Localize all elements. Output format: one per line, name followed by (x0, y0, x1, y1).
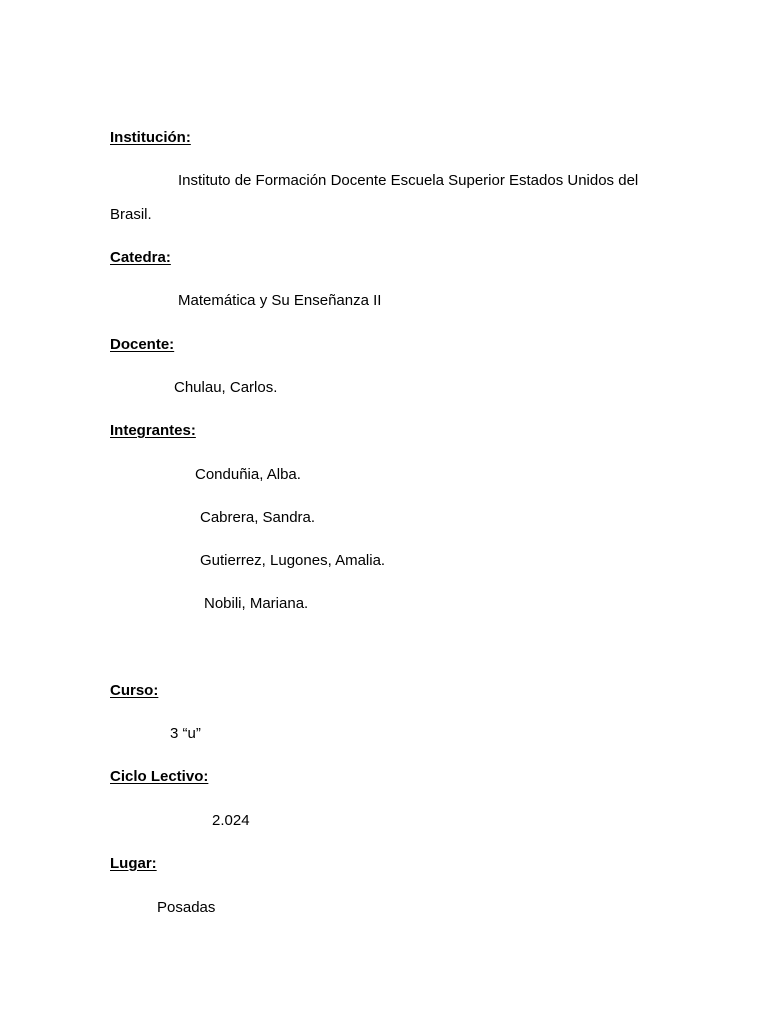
institucion-value-line1: Instituto de Formación Docente Escuela Superior Estados Unidos del (178, 172, 639, 189)
integrante-item: Conduñia, Alba. (195, 466, 301, 483)
lugar-heading: Lugar: (110, 855, 157, 872)
institucion-heading: Institución: (110, 129, 191, 146)
catedra-heading: Catedra: (110, 249, 171, 266)
curso-value: 3 “u” (170, 725, 201, 742)
ciclo-lectivo-heading: Ciclo Lectivo: (110, 768, 209, 785)
curso-heading: Curso: (110, 682, 159, 699)
ciclo-lectivo-value: 2.024 (212, 812, 250, 829)
integrante-item: Nobili, Mariana. (204, 595, 309, 612)
integrante-item: Gutierrez, Lugones, Amalia. (200, 552, 386, 569)
institucion-value-line2: Brasil. (110, 206, 152, 223)
docente-value: Chulau, Carlos. (174, 379, 278, 396)
catedra-value: Matemática y Su Enseñanza II (178, 292, 382, 309)
lugar-value: Posadas (157, 899, 216, 916)
docente-heading: Docente: (110, 336, 175, 353)
integrantes-heading: Integrantes: (110, 422, 196, 439)
integrante-item: Cabrera, Sandra. (200, 509, 316, 526)
